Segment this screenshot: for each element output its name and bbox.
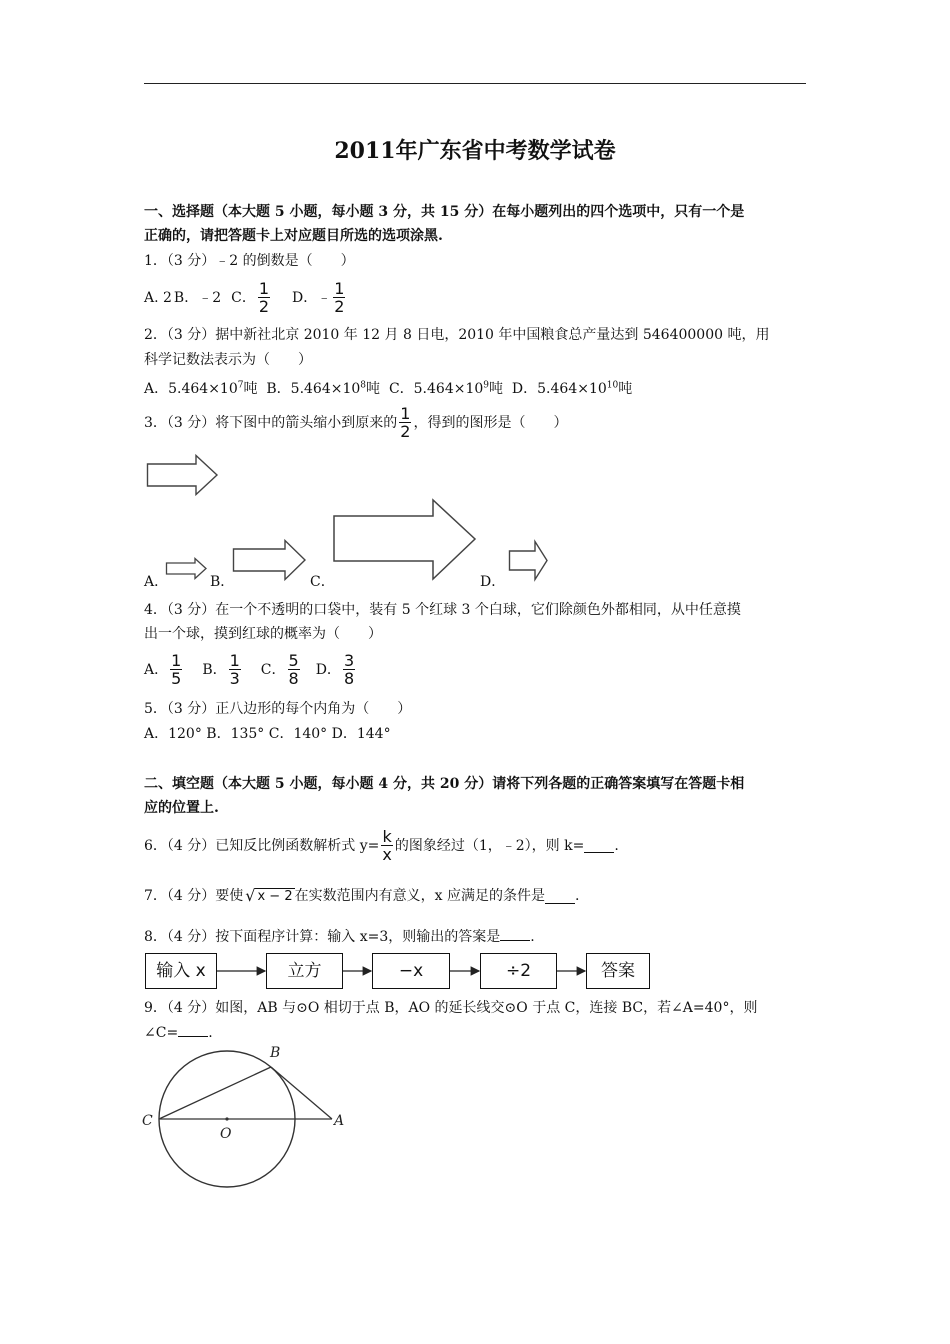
- q1-option-c: C．: [231, 289, 256, 306]
- q1-c-numerator: 1: [258, 279, 270, 298]
- q2-option-d-unit: 吨: [618, 380, 633, 397]
- q3-numerator: 1: [400, 404, 411, 423]
- q3-option-a-label: A．: [144, 574, 169, 590]
- q1-option-d: D．﹣: [292, 289, 332, 306]
- label-a: A: [334, 1113, 345, 1129]
- q6-end: .: [614, 837, 619, 854]
- q3-option-b-label: B．: [210, 574, 235, 590]
- q2-option-c-unit: 吨: [489, 380, 504, 397]
- q6-denominator: x: [382, 845, 392, 864]
- q2-option-c-exponent: 9: [483, 380, 490, 390]
- q9-geometry-figure: [140, 1045, 360, 1195]
- q3-stem-before: 3．（3 分）将下图中的箭头缩小到原来的: [144, 414, 398, 431]
- q7-stem-before: 7．（4 分）要使: [144, 888, 244, 904]
- q8-answer-blank[interactable]: [500, 926, 530, 941]
- q4-option-c: C．: [260, 661, 286, 678]
- q3-stem: [144, 405, 567, 440]
- q1-option-c-fraction: [258, 280, 270, 315]
- q3-option-d-arrow-icon: [509, 541, 549, 581]
- q4-a-numerator: 1: [171, 651, 182, 670]
- q4-c-denominator: 8: [288, 669, 299, 688]
- q4-a-denominator: 5: [171, 669, 182, 688]
- q4-option-b-fraction: [229, 652, 241, 687]
- q8-box-cube: 立方: [266, 953, 343, 989]
- q4-option-d-fraction: [343, 652, 355, 687]
- label-b: B: [270, 1045, 281, 1061]
- q7-stem-after: 在实数范围内有意义，x 应满足的条件是: [294, 888, 545, 904]
- q6-fraction: [381, 828, 392, 863]
- q6-stem: [144, 828, 619, 863]
- q4-c-numerator: 5: [288, 651, 299, 670]
- q1-options: [144, 280, 347, 315]
- q8-stem: [144, 926, 535, 947]
- q2-option-c: [389, 381, 503, 397]
- q6-answer-blank[interactable]: [584, 838, 614, 853]
- q2-option-a-unit: 吨: [243, 380, 258, 397]
- q4-d-denominator: 8: [343, 669, 355, 688]
- q2-option-a-exponent: 7: [237, 380, 244, 390]
- top-rule: [144, 83, 806, 84]
- q5-stem: 5．（3 分）正八边形的每个内角为（ ）: [144, 701, 412, 717]
- section1-heading-line2: 正确的，请把答题卡上对应题目所选的选项涂黑.: [144, 228, 443, 244]
- q8-box-input: 输入 x: [145, 953, 217, 989]
- q8-box-answer: 答案: [586, 953, 650, 989]
- q3-fraction: [399, 405, 411, 440]
- q1-option-a: A. 2: [144, 289, 172, 306]
- q3-option-b-arrow-icon: [233, 540, 307, 580]
- q7-stem: [144, 886, 579, 906]
- q3-stem-after: ，得到的图形是（ ）: [413, 414, 568, 431]
- q4-b-denominator: 3: [229, 669, 240, 688]
- q1-stem: 1．（3 分）﹣2 的倒数是（ ）: [144, 253, 355, 269]
- sqrt-sign-icon: √: [245, 886, 256, 905]
- page-title: 2011年广东省中考数学试卷: [334, 138, 616, 164]
- q9-end: .: [208, 1025, 213, 1041]
- q1-option-d-fraction: [333, 280, 345, 315]
- section1-heading-line1: 一、选择题（本大题 5 小题，每小题 3 分，共 15 分）在每小题列出的四个选项中，只有一个是: [144, 204, 745, 220]
- q1-c-denominator: 2: [258, 297, 270, 316]
- q6-stem-before: 6．（4 分）已知反比例函数解析式 y=: [144, 837, 380, 854]
- label-o: O: [220, 1126, 232, 1142]
- line-ab: [271, 1067, 332, 1119]
- q6-stem-after: 的图象经过（1，﹣2），则 k=: [394, 837, 585, 854]
- label-c: C: [142, 1113, 153, 1129]
- q9-line2: [144, 1022, 213, 1043]
- section2-heading-line1: 二、填空题（本大题 5 小题，每小题 4 分，共 20 分）请将下列各题的正确答案填写在答题卡相: [144, 776, 745, 792]
- q8-end: .: [530, 929, 535, 945]
- q3-option-c-label: C．: [310, 574, 335, 590]
- q2-option-c-base: C．5.464×10: [388, 380, 484, 397]
- q9-answer-blank[interactable]: [178, 1022, 208, 1037]
- q2-option-b-base: B．5.464×10: [266, 380, 361, 397]
- q4-option-a-fraction: [170, 652, 182, 687]
- q1-d-numerator: 1: [334, 279, 345, 298]
- q2-option-b-unit: 吨: [366, 380, 381, 397]
- q2-line2: 科学记数法表示为（ ）: [144, 352, 312, 368]
- q4-option-d: D．: [315, 661, 341, 678]
- q9-line2-text: ∠C=: [144, 1025, 179, 1041]
- q9-line1: 9．（4 分）如图，AB 与⊙O 相切于点 B，AO 的延长线交⊙O 于点 C，连接 BC，若∠A=40°，则: [144, 1000, 758, 1016]
- q3-option-d-label: D．: [480, 574, 506, 590]
- q6-numerator: k: [382, 827, 392, 846]
- q2-option-d-exponent: 10: [606, 380, 619, 390]
- q4-d-numerator: 3: [343, 651, 355, 670]
- q7-radicand: x − 2: [257, 888, 293, 904]
- q2-options: [144, 375, 632, 399]
- q3-denominator: 2: [400, 422, 411, 441]
- q7-answer-blank[interactable]: [545, 889, 575, 904]
- q1-option-b: B．﹣2: [173, 289, 222, 306]
- q2-option-d-base: D．5.464×10: [511, 380, 607, 397]
- q8-box-divide: ÷2: [480, 953, 557, 989]
- q8-flow-arrows: [217, 963, 587, 979]
- q4-line1: 4．（3 分）在一个不透明的口袋中，装有 5 个红球 3 个白球，它们除颜色外都相同，从中任意摸: [144, 602, 741, 618]
- center-point: [225, 1117, 228, 1120]
- q8-stem-text: 8．（4 分）按下面程序计算：输入 x=3，则输出的答案是: [144, 929, 501, 945]
- q8-box-negate: −x: [372, 953, 450, 989]
- q4-option-b: B．: [202, 661, 227, 678]
- q2-option-a: [144, 381, 257, 397]
- q4-line2: 出一个球，摸到红球的概率为（ ）: [144, 626, 382, 642]
- q3-original-arrow-icon: [147, 455, 219, 495]
- q4-b-numerator: 1: [229, 651, 240, 670]
- q3-option-a-arrow-icon: [166, 558, 208, 580]
- q4-options: [144, 652, 357, 687]
- q7-end: .: [574, 888, 580, 904]
- q2-line1: 2．（3 分）据中新社北京 2010 年 12 月 8 日电，2010 年中国粮食总产量达到 546400000 吨，用: [144, 327, 770, 343]
- q2-option-a-base: A．5.464×10: [144, 380, 238, 397]
- q2-option-b: [266, 381, 380, 397]
- q5-options: A．120° B．135° C．140° D．144°: [144, 726, 391, 742]
- q4-option-c-fraction: [288, 652, 300, 687]
- section2-heading-line2: 应的位置上.: [144, 800, 219, 816]
- q4-option-a: A．: [144, 661, 169, 678]
- q2-option-d: [512, 381, 632, 397]
- q3-option-c-arrow-icon: [333, 499, 477, 581]
- q1-d-denominator: 2: [334, 297, 345, 316]
- q2-option-b-exponent: 8: [360, 380, 367, 390]
